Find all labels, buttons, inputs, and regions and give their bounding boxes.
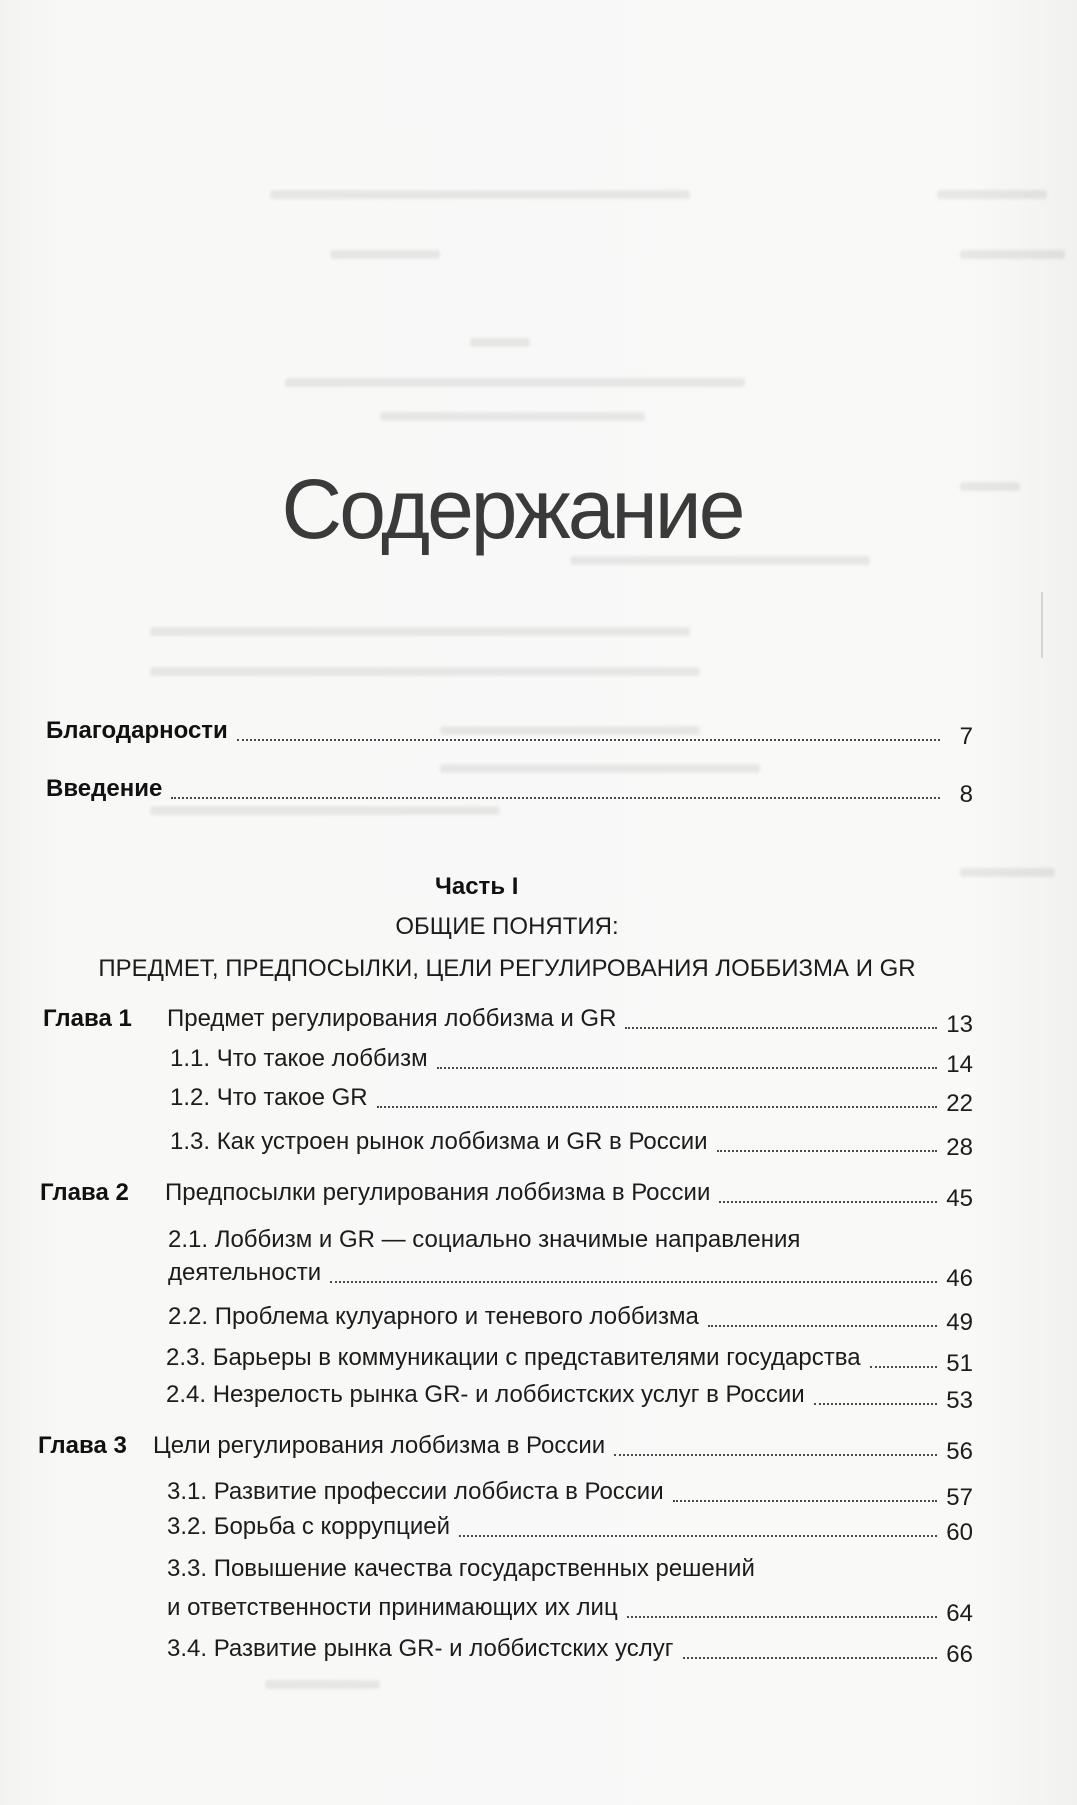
bleed-through-shadow <box>380 412 645 421</box>
toc-section-3-3 <box>167 1593 973 1627</box>
part-subtitle-line-1: ОБЩИЕ ПОНЯТИЯ: <box>395 913 619 940</box>
toc-section-2-1 <box>168 1258 973 1292</box>
page-edge-shadow <box>1041 592 1043 658</box>
bleed-through-shadow <box>937 190 1047 199</box>
chapter-title: Предпосылки регулирования лоббизма в России <box>165 1179 711 1206</box>
chapter-title: Предмет регулирования лоббизма и GR <box>167 1005 617 1032</box>
toc-section-1-1 <box>170 1044 973 1078</box>
toc-page-number: 51 <box>946 1350 973 1377</box>
toc-page-number: 57 <box>946 1484 973 1511</box>
bleed-through-shadow <box>960 250 1065 259</box>
dot-leader <box>717 1150 938 1152</box>
bleed-through-shadow <box>150 627 690 636</box>
toc-page-number: 53 <box>946 1387 973 1414</box>
dot-leader <box>377 1106 938 1108</box>
toc-entry-label: Благодарности <box>46 717 228 744</box>
dot-leader <box>708 1325 937 1327</box>
bleed-through-shadow <box>265 1680 380 1689</box>
section-title: 1.2. Что такое GR <box>170 1084 368 1111</box>
toc-section-3-1 <box>167 1477 973 1511</box>
toc-section-2-3 <box>166 1343 973 1377</box>
part-label: Часть I <box>435 873 519 900</box>
toc-page-number: 60 <box>946 1519 973 1546</box>
toc-section-2-4 <box>166 1380 973 1414</box>
toc-entry-acknowledgements <box>46 716 973 750</box>
section-title-continuation: деятельности <box>168 1259 322 1286</box>
bleed-through-shadow <box>150 667 700 676</box>
toc-chapter-3 <box>38 1431 973 1465</box>
toc-section-3-4 <box>167 1634 973 1668</box>
bleed-through-shadow <box>960 868 1055 877</box>
section-title-continuation: и ответственности принимающих их лиц <box>167 1594 618 1621</box>
dot-leader <box>719 1201 937 1203</box>
section-title: 2.4. Незрелость рынка GR- и лоббистских услуг в России <box>166 1381 805 1408</box>
toc-page-number: 13 <box>946 1011 973 1038</box>
bleed-through-shadow <box>270 190 690 199</box>
toc-section-1-3 <box>170 1127 973 1161</box>
toc-section-2-2 <box>168 1302 973 1336</box>
toc-entry-introduction <box>46 774 973 808</box>
toc-page-number: 56 <box>946 1438 973 1465</box>
section-title-line: 3.3. Повышение качества государственных решений <box>167 1555 755 1582</box>
dot-leader <box>870 1366 938 1368</box>
section-title: 3.1. Развитие профессии лоббиста в России <box>167 1478 664 1505</box>
section-title: 2.2. Проблема кулуарного и теневого лоббизма <box>168 1303 699 1330</box>
bleed-through-shadow <box>330 250 440 259</box>
dot-leader <box>171 797 940 799</box>
dot-leader <box>614 1454 937 1456</box>
section-title: 3.2. Борьба с коррупцией <box>167 1513 450 1540</box>
toc-page-number: 14 <box>946 1051 973 1078</box>
section-title-line: 2.1. Лоббизм и GR — социально значимые направления <box>168 1226 801 1253</box>
toc-entry-label: Введение <box>46 775 163 802</box>
toc-page-number: 66 <box>946 1641 973 1668</box>
toc-page-number: 7 <box>959 723 973 750</box>
toc-section-3-2 <box>167 1512 973 1546</box>
page-title: Содержание <box>281 462 743 556</box>
toc-chapter-1 <box>43 1004 973 1038</box>
toc-page-number: 46 <box>946 1265 973 1292</box>
dot-leader <box>459 1535 937 1537</box>
toc-page-number: 28 <box>946 1134 973 1161</box>
section-title: 2.3. Барьеры в коммуникации с представителями государства <box>166 1344 861 1371</box>
dot-leader <box>437 1067 938 1069</box>
dot-leader <box>683 1657 938 1659</box>
dot-leader <box>330 1281 937 1283</box>
toc-page-number: 45 <box>946 1185 973 1212</box>
section-title: 1.1. Что такое лоббизм <box>170 1045 428 1072</box>
toc-section-1-2 <box>170 1083 973 1117</box>
dot-leader <box>237 739 940 741</box>
part-subtitle-line-2: ПРЕДМЕТ, ПРЕДПОСЫЛКИ, ЦЕЛИ РЕГУЛИРОВАНИЯ ЛОББИЗМА И GR <box>98 955 916 982</box>
bleed-through-shadow <box>150 806 500 815</box>
bleed-through-shadow <box>470 338 530 347</box>
toc-page-number: 8 <box>959 781 973 808</box>
toc-page-number: 22 <box>946 1090 973 1117</box>
dot-leader <box>627 1616 938 1618</box>
bleed-through-shadow <box>285 378 745 387</box>
section-title: 1.3. Как устроен рынок лоббизма и GR в России <box>170 1128 708 1155</box>
section-title: 3.4. Развитие рынка GR- и лоббистских услуг <box>167 1635 674 1662</box>
toc-chapter-2 <box>40 1178 973 1212</box>
chapter-label: Глава 2 <box>40 1179 129 1206</box>
chapter-label: Глава 3 <box>38 1432 127 1459</box>
chapter-label: Глава 1 <box>43 1005 132 1032</box>
dot-leader <box>814 1403 938 1405</box>
toc-page-number: 64 <box>946 1600 973 1627</box>
chapter-title: Цели регулирования лоббизма в России <box>153 1432 606 1459</box>
bleed-through-shadow <box>440 764 760 773</box>
dot-leader <box>625 1027 937 1029</box>
dot-leader <box>673 1500 938 1502</box>
toc-page-number: 49 <box>946 1309 973 1336</box>
